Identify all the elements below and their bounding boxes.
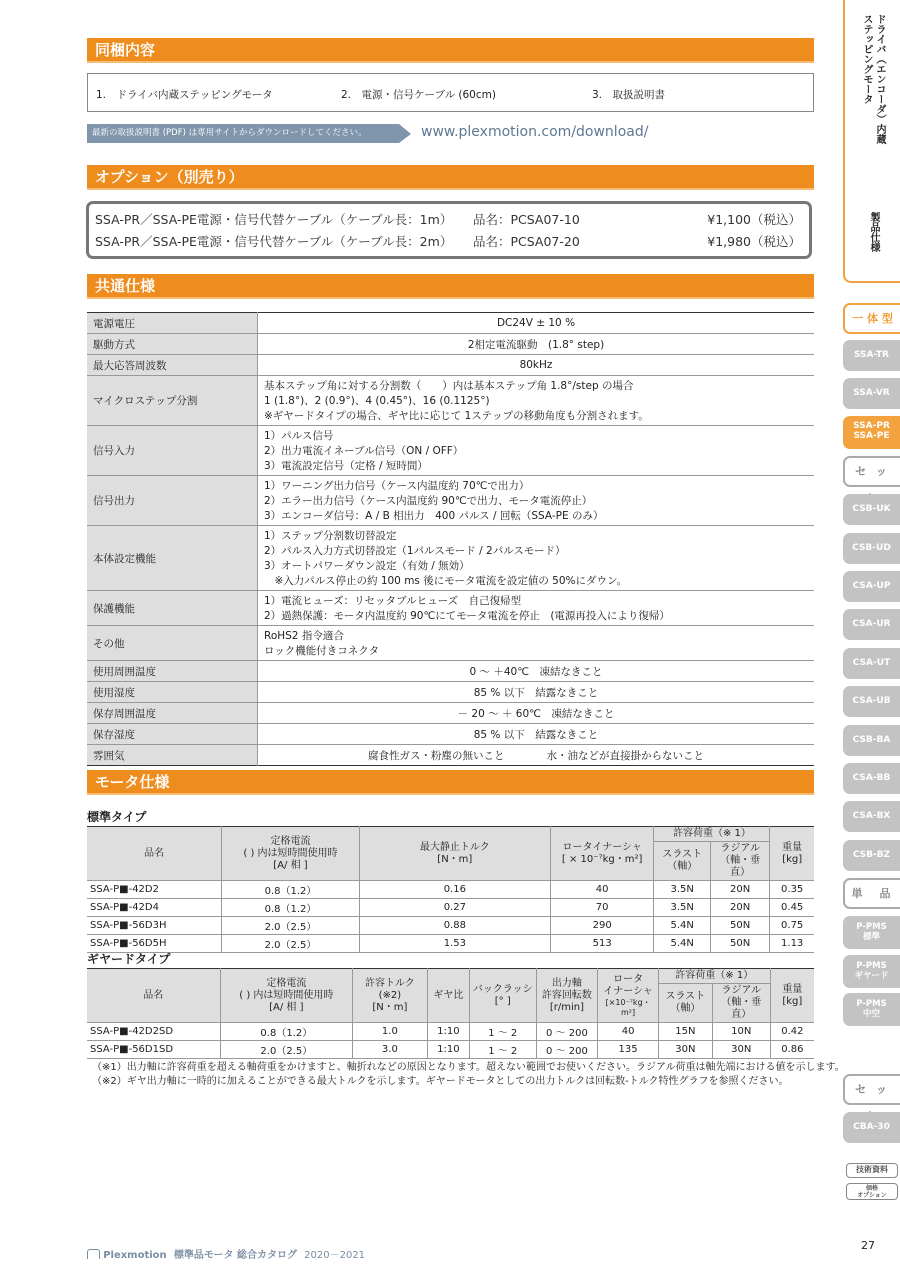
spec-value: 80kHz bbox=[258, 355, 815, 376]
side-tab-category[interactable]: 一 体 型 bbox=[843, 303, 900, 334]
spec-value: RoHS2 指令適合 ロック機能付きコネクタ bbox=[258, 626, 815, 661]
col-header: ロータイナーシャ [ × 10⁻⁷kg・m²] bbox=[550, 827, 654, 881]
col-header: ラジアル （軸・垂直） bbox=[710, 842, 769, 881]
option-part: 品名：PCSA07-20 bbox=[473, 234, 580, 249]
side-tab[interactable]: P-PMS ギヤード bbox=[843, 955, 900, 988]
footer-catalog: 標準品モータ 総合カタログ bbox=[173, 1250, 297, 1261]
spec-label: 保護機能 bbox=[87, 591, 258, 626]
col-header: バックラッシ [° ] bbox=[470, 969, 536, 1023]
table-row: SSA-P■-56D1SD 2.0（2.5） 3.0 1:10 1 ～ 2 0 ～ 200 135 30N 30N 0.86 bbox=[87, 1041, 814, 1059]
option-name: SSA-PR／SSA-PE電源・信号代替ケーブル（ケーブル長：1m） bbox=[95, 212, 453, 227]
side-tab[interactable]: CSA-BX bbox=[843, 801, 900, 832]
side-tab-category[interactable]: セ ッ bbox=[843, 456, 900, 487]
arrow-icon bbox=[399, 124, 411, 143]
col-header: ラジアル （軸・垂直） bbox=[712, 984, 770, 1023]
table-row: SSA-P■-56D5H 2.0（2.5） 1.53 513 5.4N 50N 1.13 bbox=[87, 935, 814, 953]
spec-label: 駆動方式 bbox=[87, 334, 258, 355]
spec-value: 1）パルス信号 2）出力電流イネーブル信号（ON / OFF） 3）電流設定信号（定格 / 短時間） bbox=[258, 426, 815, 476]
download-note: 最新の取扱説明書 (PDF) は専用サイトからダウンロードしてください。 bbox=[87, 124, 399, 143]
spec-value: 85 % 以下 結露なきこと bbox=[258, 724, 815, 745]
options-box bbox=[86, 201, 812, 259]
side-title: 製品仕様 bbox=[868, 212, 879, 252]
spec-value: 2相定電流駆動 (1.8° step) bbox=[258, 334, 815, 355]
footer-brand: Plexmotion bbox=[103, 1250, 167, 1261]
spec-value: 1）ステップ分割数切替設定 2）パルス入力方式切替設定（1パルスモード / 2パルスモード） 3）オートパワーダウン設定（有効 / 無効） ※入力パルス停止の約 100 ms 後にモータ電流を設定値の 50%にダウン。 bbox=[258, 526, 815, 591]
col-header: 許容荷重（※ 1） bbox=[658, 969, 770, 984]
col-header: 重量 [kg] bbox=[770, 969, 814, 1023]
standard-motor-table bbox=[87, 826, 814, 953]
table-row: SSA-P■-56D3H 2.0（2.5） 0.88 290 5.4N 50N 0.75 bbox=[87, 917, 814, 935]
spec-value: 1）ワーニング出力信号（ケース内温度約 70℃で出力） 2）エラー出力信号（ケース内温度約 90℃で出力、モータ電流停止） 3）エンコーダ信号：A / B 相出力 400 パルス / 回転（SSA-PE のみ） bbox=[258, 476, 815, 526]
spec-label: 雰囲気 bbox=[87, 745, 258, 766]
side-tab[interactable]: CSA-UT bbox=[843, 648, 900, 679]
included-items-box bbox=[87, 73, 814, 112]
spec-value: 基本ステップ角に対する分割数（ ）内は基本ステップ角 1.8°/step の場合 1 (1.8°)、2 (0.9°)、4 (0.45°)、16 (0.1125°) ※ギヤードタイプの場合、ギヤ比に応じて 1ステップの移動角度も分割されます。 bbox=[258, 376, 815, 426]
table-row: SSA-P■-42D2 0.8（1.2） 0.16 40 3.5N 20N 0.35 bbox=[87, 881, 814, 899]
section-title: 同梱内容 bbox=[95, 41, 156, 59]
col-header: 最大静止トルク [N・m] bbox=[359, 827, 550, 881]
spec-label: 保存周囲温度 bbox=[87, 703, 258, 724]
download-link[interactable]: www.plexmotion.com/download/ bbox=[421, 124, 649, 140]
included-item: 2. 電源・信号ケーブル (60cm) bbox=[341, 89, 496, 101]
col-header: ギヤ比 bbox=[427, 969, 469, 1023]
spec-label: 使用周囲温度 bbox=[87, 661, 258, 682]
side-tab[interactable]: SSA-TR bbox=[843, 340, 900, 371]
side-title: ステッピングモータ bbox=[861, 14, 872, 104]
col-header: 品名 bbox=[87, 969, 220, 1023]
side-tab[interactable]: CSB-BA bbox=[843, 725, 900, 756]
page-number: 27 bbox=[861, 1239, 875, 1252]
section-title: 共通仕様 bbox=[95, 277, 156, 295]
spec-label: 本体設定機能 bbox=[87, 526, 258, 591]
standard-type-title: 標準タイプ bbox=[87, 810, 147, 824]
side-tab-active[interactable]: SSA-PR SSA-PE bbox=[843, 416, 900, 449]
table-row: SSA-P■-42D4 0.8（1.2） 0.27 70 3.5N 20N 0.45 bbox=[87, 899, 814, 917]
side-title: ドライバ（エンコーダ）内蔵 bbox=[874, 14, 885, 144]
included-item: 3. 取扱説明書 bbox=[592, 89, 666, 101]
side-tab[interactable]: CSA-BB bbox=[843, 763, 900, 794]
side-tab[interactable]: CSB-UD bbox=[843, 533, 900, 564]
included-item: 1. ドライバ内蔵ステッピングモータ bbox=[96, 89, 273, 101]
option-part: 品名：PCSA07-10 bbox=[473, 212, 580, 227]
side-tab[interactable]: P-PMS 標準 bbox=[843, 916, 900, 949]
side-tab[interactable]: P-PMS 中空 bbox=[843, 993, 900, 1026]
col-header: スラスト （軸） bbox=[658, 984, 712, 1023]
plexmotion-logo-icon bbox=[87, 1249, 100, 1259]
option-name: SSA-PR／SSA-PE電源・信号代替ケーブル（ケーブル長：2m） bbox=[95, 234, 453, 249]
spec-label: 使用湿度 bbox=[87, 682, 258, 703]
col-header: 品名 bbox=[87, 827, 222, 881]
spec-label: その他 bbox=[87, 626, 258, 661]
side-tab[interactable]: CBA-30 bbox=[843, 1112, 900, 1143]
footnote: （※1）出力軸に許容荷重を超える軸荷重をかけますと、軸折れなどの原因となります。超えない範囲でお使いください。ラジアル荷重は軸先端における値を示します。 bbox=[92, 1062, 845, 1073]
footer-year: 2020－2021 bbox=[304, 1250, 366, 1261]
footnote: （※2）ギヤ出力軸に一時的に加えることができる最大トルクを示します。ギヤードモータとしての出力トルクは回転数-トルク特性グラフを参照ください。 bbox=[92, 1076, 789, 1087]
col-header: 許容荷重（※ 1） bbox=[654, 827, 770, 842]
spec-value: 0 ～ ＋40℃ 凍結なきこと bbox=[258, 661, 815, 682]
spec-label: マイクロステップ分割 bbox=[87, 376, 258, 426]
section-title: モータ仕様 bbox=[95, 773, 170, 791]
col-header: 重量 [kg] bbox=[770, 827, 814, 881]
option-price: ¥1,100（税込） bbox=[707, 212, 801, 227]
footnotes bbox=[92, 1061, 845, 1089]
side-tab[interactable]: CSA-UP bbox=[843, 571, 900, 602]
spec-value: 1）電流ヒューズ：リセッタブルヒューズ 自己復帰型 2）過熱保護：モータ内温度約 90℃にてモータ電流を停止 (電源再投入により復帰） bbox=[258, 591, 815, 626]
spec-label: 保存湿度 bbox=[87, 724, 258, 745]
col-header: 定格電流 ( ) 内は短時間使用時 [A/ 相 ] bbox=[220, 969, 352, 1023]
side-tab[interactable]: CSA-UR bbox=[843, 609, 900, 640]
spec-value: 85 % 以下 結露なきこと bbox=[258, 682, 815, 703]
option-price: ¥1,980（税込） bbox=[707, 234, 801, 249]
common-spec-section-header bbox=[87, 274, 814, 299]
geared-motor-table bbox=[87, 968, 814, 1059]
spec-label: 信号出力 bbox=[87, 476, 258, 526]
side-tab[interactable]: CSB-UK bbox=[843, 494, 900, 525]
side-tab-category[interactable]: 単 品 bbox=[843, 878, 900, 909]
footer bbox=[87, 1246, 365, 1261]
geared-type-title: ギヤードタイプ bbox=[87, 952, 171, 966]
spec-value: － 20 ～ ＋ 60℃ 凍結なきこと bbox=[258, 703, 815, 724]
col-header: 出力軸 許容回転数 [r/min] bbox=[536, 969, 598, 1023]
col-header: 定格電流 ( ) 内は短時間使用時 [A/ 相 ] bbox=[222, 827, 360, 881]
spec-value: 腐食性ガス・粉塵の無いこと 水・油などが直接掛からないこと bbox=[368, 749, 704, 762]
side-tab-price[interactable]: 価格 オプション bbox=[846, 1183, 898, 1200]
col-header: 許容トルク(※2) [N・m] bbox=[353, 969, 428, 1023]
options-section-header bbox=[87, 165, 814, 190]
side-tab-tech[interactable]: 技術資料 bbox=[846, 1163, 898, 1178]
spec-label: 信号入力 bbox=[87, 426, 258, 476]
spec-label: 電源電圧 bbox=[87, 313, 258, 334]
side-tab-category[interactable]: セ ッ bbox=[843, 1074, 900, 1105]
col-header: ロータ イナーシャ [×10⁻⁷kg・m²] bbox=[598, 969, 658, 1023]
section-title: オプション（別売り） bbox=[95, 168, 244, 186]
table-row: SSA-P■-42D2SD 0.8（1.2） 1.0 1:10 1 ～ 2 0 ～ 200 40 15N 10N 0.42 bbox=[87, 1023, 814, 1041]
common-spec-table bbox=[87, 312, 814, 766]
side-tab[interactable]: CSB-BZ bbox=[843, 840, 900, 871]
side-tab[interactable]: SSA-VR bbox=[843, 378, 900, 409]
col-header: スラスト （軸） bbox=[654, 842, 710, 881]
included-section-header bbox=[87, 38, 814, 63]
motor-spec-section-header bbox=[87, 770, 814, 795]
spec-label: 最大応答周波数 bbox=[87, 355, 258, 376]
side-tab[interactable]: CSA-UB bbox=[843, 686, 900, 717]
spec-value: DC24V ± 10 % bbox=[258, 313, 815, 334]
